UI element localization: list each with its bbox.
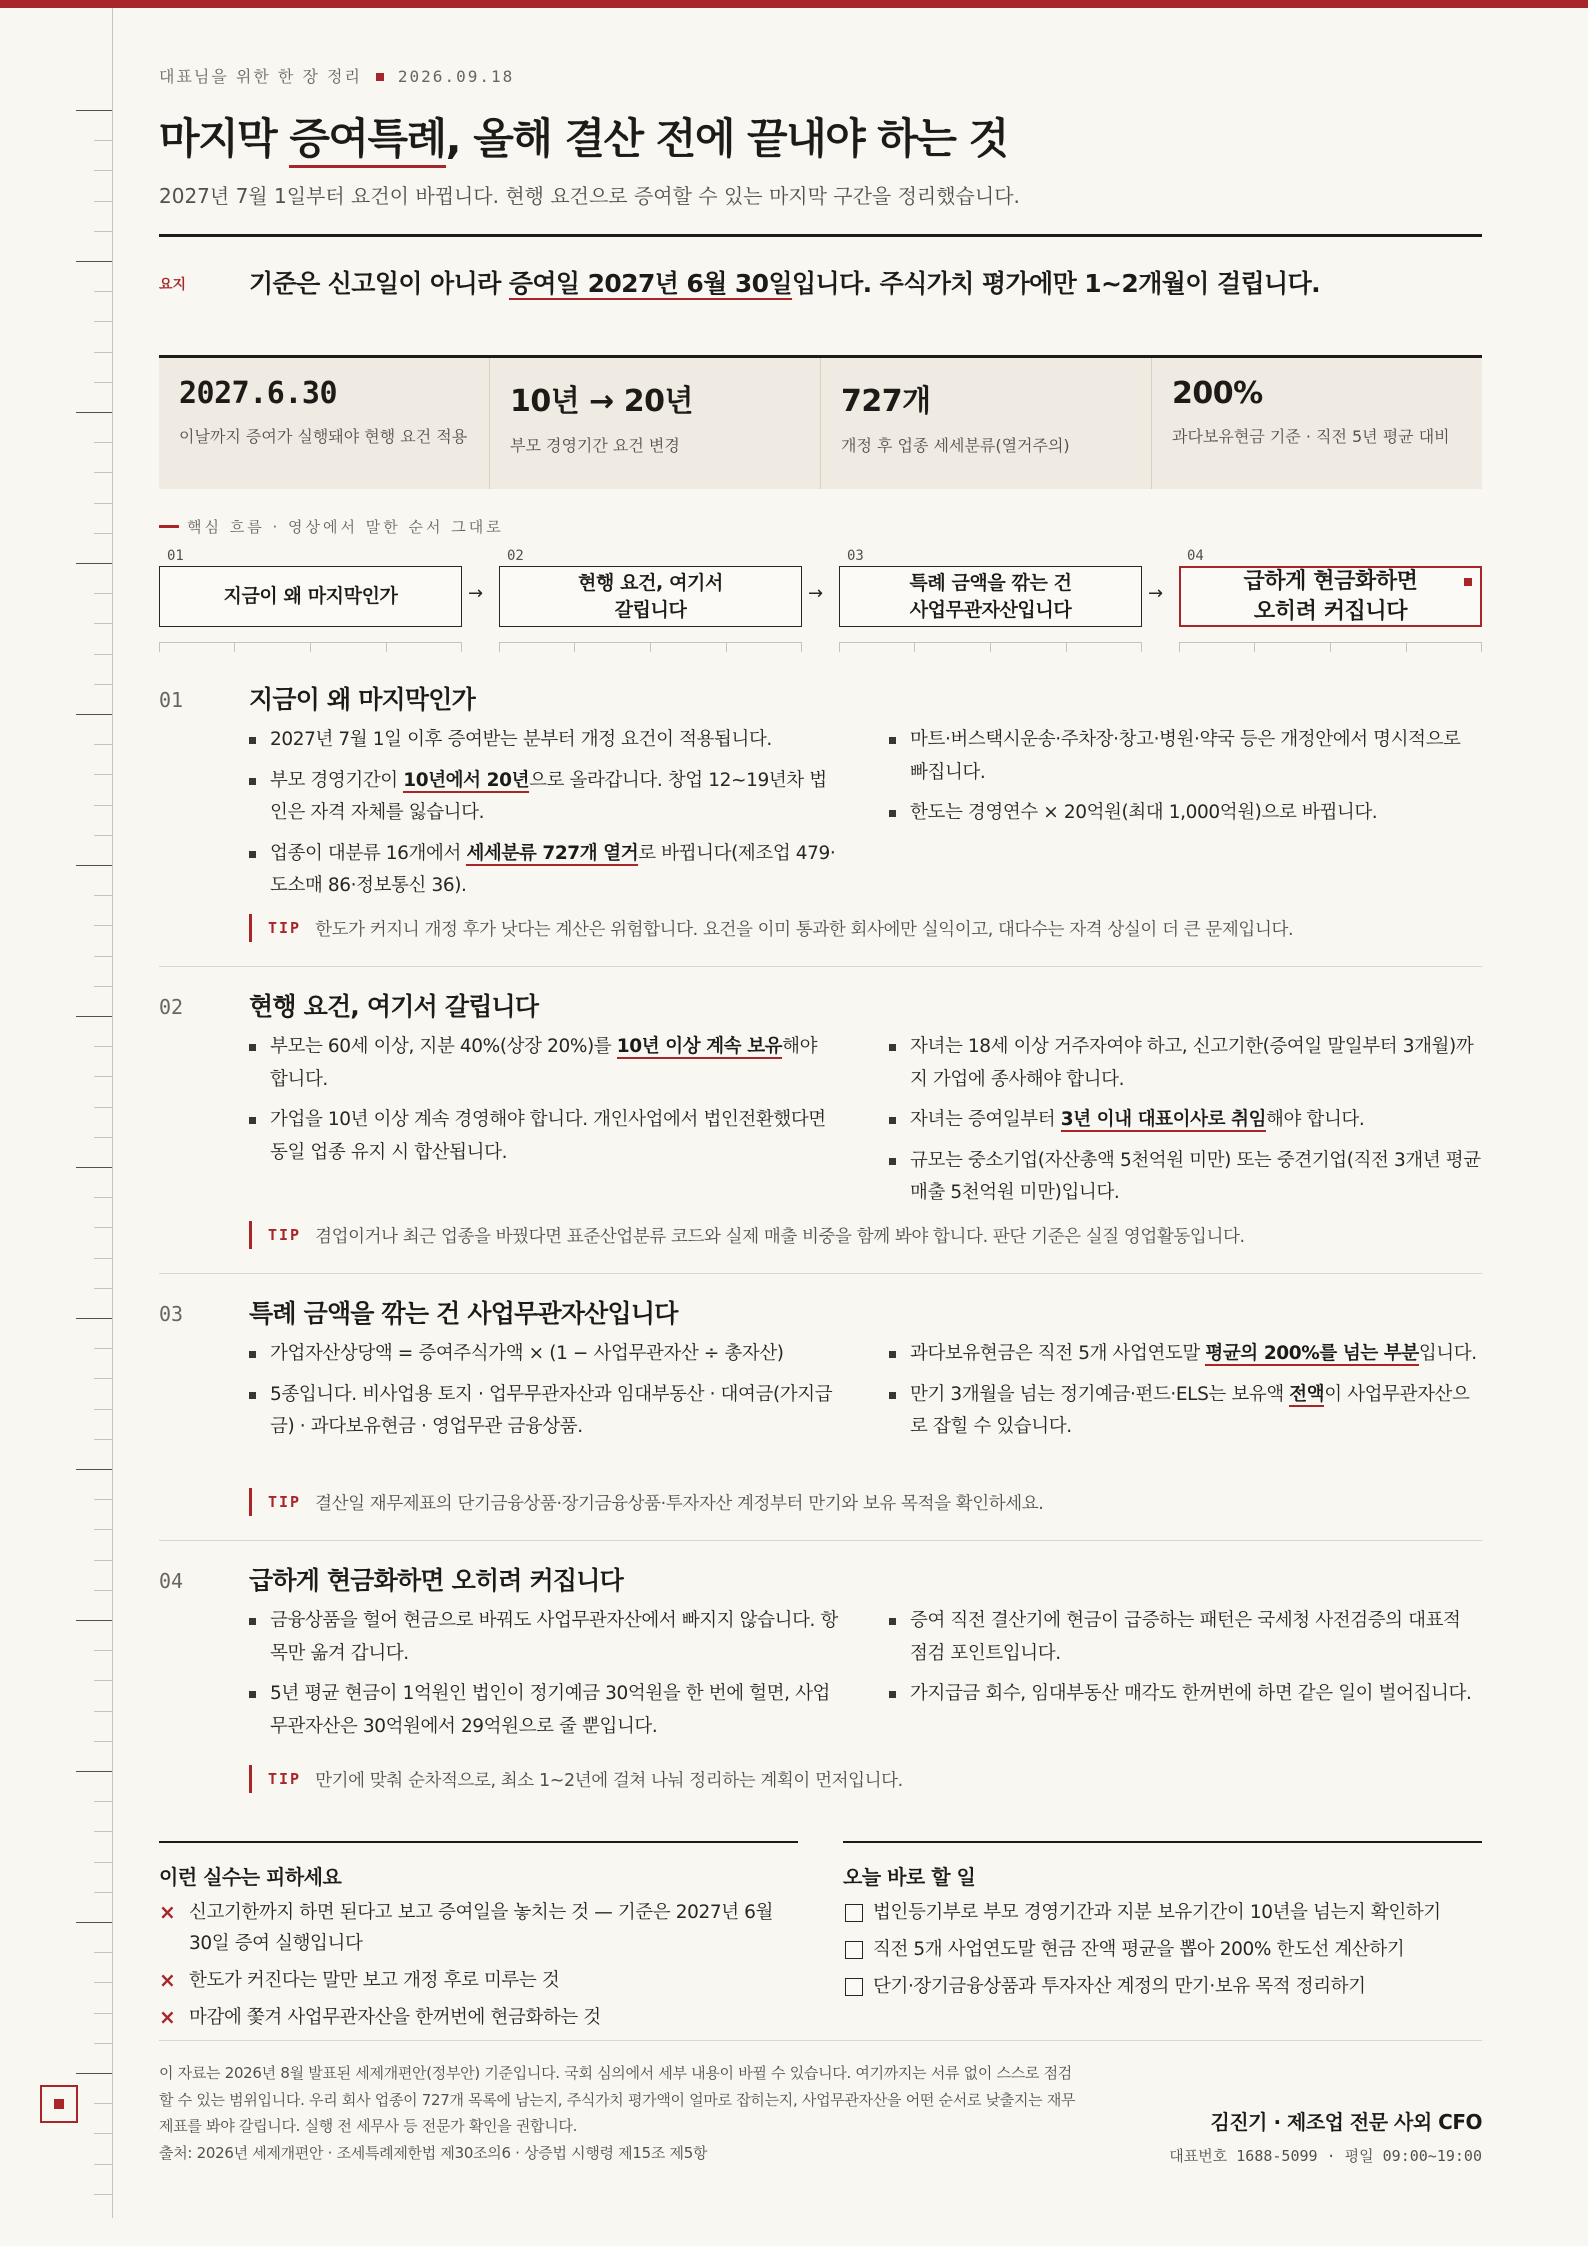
section-left-column: [249, 1605, 839, 1751]
ruler-tick: [76, 714, 112, 715]
footer-divider: [159, 2040, 1482, 2041]
arrow-right-icon: →: [1148, 583, 1164, 604]
section-left-column: [249, 724, 839, 911]
mistakes-title: 이런 실수는 피하세요: [159, 1865, 342, 1889]
ruler-tick: [94, 1439, 112, 1440]
ruler-tick: [76, 2073, 112, 2074]
ruler-tick: [94, 1288, 112, 1289]
list-item: 과다보유현금은 직전 5개 사업연도말 평균의 200%를 넘는 부분입니다.: [889, 1338, 1482, 1371]
ruler-tick: [94, 382, 112, 383]
ruler-tick: [94, 2133, 112, 2134]
ruler-tick: [76, 865, 112, 866]
ruler-tick: [94, 1137, 112, 1138]
x-mark-icon: ×: [159, 2005, 176, 2029]
ruler-tick: [94, 291, 112, 292]
page-subtitle: 2027년 7월 1일부터 요건이 바뀝니다. 현행 요건으로 증여할 수 있는 마지막 구간을 정리했습니다.: [159, 184, 1020, 208]
flow-step-number: 04: [1187, 548, 1204, 564]
ruler-tick: [94, 140, 112, 141]
flow-label: 핵심 흐름 · 영상에서 말한 순서 그대로: [159, 516, 504, 537]
section-divider: [159, 1540, 1482, 1541]
checkbox-icon[interactable]: [845, 1941, 863, 1959]
mistakes-list: [159, 1897, 798, 2039]
divider: [159, 1841, 798, 1843]
section-right-column: [889, 724, 1482, 838]
ruler-tick: [94, 2194, 112, 2195]
dash-icon: [159, 525, 179, 528]
flow-tickline: [1179, 642, 1482, 652]
ruler-tick: [94, 231, 112, 232]
ruler-tick: [94, 1107, 112, 1108]
page-title: 마지막 증여특례, 올해 결산 전에 끝내야 하는 것: [159, 106, 1008, 166]
ruler-tick: [94, 986, 112, 987]
list-item: 업종이 대분류 16개에서 세세분류 727개 열거로 바뀝니다(제조업 479·도소매 86·정보통신 36).: [249, 838, 839, 903]
list-item: 만기 3개월을 넘는 정기예금·펀드·ELS는 보유액 전액이 사업무관자산으로 잡힐 수 있습니다.: [889, 1379, 1482, 1444]
ruler-tick: [94, 2013, 112, 2014]
section-left-column: [249, 1031, 839, 1177]
top-accent-bar: [0, 0, 1588, 8]
stat-label: 이날까지 증여가 실행돼야 현행 요건 적용: [179, 427, 468, 446]
todo-item[interactable]: 단기·장기금융상품과 투자자산 계정의 만기·보유 목적 정리하기: [843, 1971, 1482, 2002]
ruler-tick: [94, 744, 112, 745]
checkbox-icon[interactable]: [845, 1904, 863, 1922]
flow-step-number: 01: [167, 548, 184, 564]
ruler-tick: [94, 352, 112, 353]
list-item: 가업을 10년 이상 계속 경영해야 합니다. 개인사업에서 법인전환했다면 동일 업종 유지 시 합산됩니다.: [249, 1104, 839, 1169]
tip-callout: TIP 결산일 재무제표의 단기금융상품·장기금융상품·투자자산 계정부터 만기와 보유 목적을 확인하세요.: [249, 1488, 1043, 1516]
list-item: 부모 경영기간이 10년에서 20년으로 올라갑니다. 창업 12~19년차 법인은 자격 자체를 잃습니다.: [249, 765, 839, 830]
stat-card: [490, 358, 821, 489]
stat-value: 10년 → 20년: [510, 384, 693, 419]
section-number: 02: [159, 995, 184, 1019]
author-name: 김진기 · 제조업 전문 사외 CFO: [1210, 2110, 1482, 2134]
ruler-tick: [94, 472, 112, 473]
summary-highlight: 증여일 2027년 6월 30일: [508, 269, 792, 298]
list-item: 마트·버스택시운송·주차장·창고·병원·약국 등은 개정안에서 명시적으로 빠집니다.: [889, 724, 1482, 789]
flow-tickline: [499, 642, 802, 652]
summary-text: 기준은 신고일이 아니라 증여일 2027년 6월 30일입니다. 주식가치 평가에만 1~2개월이 걸립니다.: [249, 269, 1321, 298]
stat-card: [159, 358, 490, 489]
ruler-tick: [94, 593, 112, 594]
kicker: [159, 64, 514, 87]
todos-list: [843, 1897, 1482, 2008]
flow-step-2: 현행 요건, 여기서 갈립니다: [499, 566, 802, 627]
ruler-tick: [76, 1167, 112, 1168]
ruler-tick: [94, 1952, 112, 1953]
ruler-tick: [94, 1227, 112, 1228]
ruler-tick: [94, 1590, 112, 1591]
list-item: × 한도가 커진다는 말만 보고 개정 후로 미루는 것: [159, 1965, 798, 1996]
stat-label: 개정 후 업종 세세분류(열거주의): [841, 436, 1070, 455]
x-mark-icon: ×: [159, 1900, 176, 1924]
ruler-tick: [94, 805, 112, 806]
ruler-tick: [94, 442, 112, 443]
kicker-label: 대표님을 위한 한 장 정리: [159, 67, 362, 86]
ruler-tick: [94, 654, 112, 655]
tip-callout: TIP 만기에 맞춰 순차적으로, 최소 1~2년에 걸쳐 나눠 정리하는 계획이 먼저입니다.: [249, 1765, 903, 1793]
ruler-tick: [94, 170, 112, 171]
divider: [159, 234, 1482, 237]
footer-disclaimer: [159, 2060, 1079, 2166]
ruler-tick: [76, 563, 112, 564]
kicker-date: 2026.09.18: [397, 67, 515, 86]
ruler-tick: [76, 1016, 112, 1017]
ruler-tick: [94, 503, 112, 504]
list-item: 금융상품을 헐어 현금으로 바꿔도 사업무관자산에서 빠지지 않습니다. 항목만 옮겨 갑니다.: [249, 1605, 839, 1670]
section-divider: [159, 966, 1482, 967]
todos-title: 오늘 바로 할 일: [843, 1865, 976, 1889]
ruler-tick: [94, 2164, 112, 2165]
list-item: 5년 평균 현금이 1억원인 법인이 정기예금 30억원을 한 번에 헐면, 사업무관자산은 30억원에서 29억원으로 줄 뿐입니다.: [249, 1678, 839, 1743]
ruler-tick: [94, 1258, 112, 1259]
stat-label: 부모 경영기간 요건 변경: [510, 436, 680, 455]
source-text: 출처: 2026년 세제개편안 · 조세특례제한법 제30조의6 · 상증법 시행령 제15조 제5항: [159, 2143, 708, 2162]
stats-panel: [159, 358, 1482, 489]
ruler-tick: [76, 261, 112, 262]
flow-step-3: 특례 금액을 깎는 건 사업무관자산입니다: [839, 566, 1142, 627]
section-title: 현행 요건, 여기서 갈립니다: [249, 992, 539, 1021]
ruler-tick: [94, 321, 112, 322]
section-left-column: [249, 1338, 839, 1452]
ruler-tick: [76, 1318, 112, 1319]
summary-label: 요지: [159, 277, 187, 293]
margin-ruler: [0, 8, 113, 2218]
ruler-tick: [94, 2103, 112, 2104]
ruler-tick: [94, 1529, 112, 1530]
ruler-tick: [94, 1680, 112, 1681]
ruler-tick: [94, 1650, 112, 1651]
x-mark-icon: ×: [159, 1968, 176, 1992]
ruler-tick: [94, 1711, 112, 1712]
flow-step-number: 03: [847, 548, 864, 564]
flow-step-4: 급하게 현금화하면 오히려 커집니다: [1179, 566, 1482, 627]
ruler-tick: [76, 1922, 112, 1923]
stat-value: 200%: [1172, 376, 1263, 411]
ruler-tick: [76, 1771, 112, 1772]
corner-mark-icon: [40, 2085, 78, 2123]
ruler-tick: [94, 1560, 112, 1561]
section-title: 지금이 왜 마지막인가: [249, 685, 475, 714]
ruler-tick: [94, 1862, 112, 1863]
section-right-column: [889, 1338, 1482, 1452]
ruler-tick: [94, 201, 112, 202]
ruler-tick: [94, 1378, 112, 1379]
ruler-tick: [94, 684, 112, 685]
divider: [843, 1841, 1482, 1843]
ruler-tick: [94, 1076, 112, 1077]
flow-step-1: 지금이 왜 마지막인가: [159, 566, 462, 627]
ruler-tick: [76, 1620, 112, 1621]
ruler-tick: [94, 1409, 112, 1410]
stat-value: 2027.6.30: [179, 376, 338, 411]
list-item: 규모는 중소기업(자산총액 5천억원 미만) 또는 중견기업(직전 3개년 평균매출 5천억원 미만)입니다.: [889, 1145, 1482, 1210]
list-item: 2027년 7월 1일 이후 증여받는 분부터 개정 요건이 적용됩니다.: [249, 724, 839, 757]
list-item: × 마감에 쫓겨 사업무관자산을 한꺼번에 현금화하는 것: [159, 2002, 798, 2033]
title-highlight: 증여특례: [289, 114, 445, 168]
ruler-tick: [94, 2043, 112, 2044]
stat-card: [821, 358, 1152, 489]
flow-tickline: [159, 642, 462, 652]
ruler-tick: [94, 1892, 112, 1893]
disclaimer-text: 이 자료는 2026년 8월 발표된 세제개편안(정부안) 기준입니다. 국회 심의에서 세부 내용이 바뀔 수 있습니다. 여기까지는 서류 없이 스스로 점검할 수 있는 범위입니다. 우리 회사 업종이 727개 목록에 남는지, 주식가치 평가액이 얼마로 잡히는지, 사업무관자산을 어떤 순서로 낮출지는 재무제표를 봐야 갈립니다. 실행 전 세무사 등 전문가 확인을 권합니다.: [159, 2064, 1076, 2135]
ruler-tick: [94, 1046, 112, 1047]
ruler-tick: [94, 623, 112, 624]
ruler-tick: [94, 956, 112, 957]
ruler-tick: [76, 110, 112, 111]
arrow-right-icon: →: [808, 583, 824, 604]
checkbox-icon[interactable]: [845, 1978, 863, 1996]
list-item: 증여 직전 결산기에 현금이 급증하는 패턴은 국세청 사전검증의 대표적 점검 포인트입니다.: [889, 1605, 1482, 1670]
list-item: × 신고기한까지 하면 된다고 보고 증여일을 놓치는 것 — 기준은 2027년 6월 30일 증여 실행입니다: [159, 1897, 798, 1959]
tip-callout: TIP 겸업이거나 최근 업종을 바꿨다면 표준산업분류 코드와 실제 매출 비중을 함께 봐야 합니다. 판단 기준은 실질 영업활동입니다.: [249, 1221, 1245, 1249]
ruler-tick: [94, 895, 112, 896]
ruler-tick: [94, 1499, 112, 1500]
section-number: 03: [159, 1302, 184, 1326]
ruler-tick: [94, 774, 112, 775]
todo-item[interactable]: 직전 5개 사업연도말 현금 잔액 평균을 뽑아 200% 한도선 계산하기: [843, 1934, 1482, 1965]
section-right-column: [889, 1605, 1482, 1719]
list-item: 한도는 경영연수 × 20억원(최대 1,000억원)으로 바뀝니다.: [889, 797, 1482, 830]
ruler-tick: [94, 1982, 112, 1983]
flow-step-number: 02: [507, 548, 524, 564]
todo-item[interactable]: 법인등기부로 부모 경영기간과 지분 보유기간이 10년을 넘는지 확인하기: [843, 1897, 1482, 1928]
signature: [1169, 2106, 1482, 2166]
ruler-tick: [94, 1801, 112, 1802]
section-right-column: [889, 1031, 1482, 1218]
section-title: 특례 금액을 깎는 건 사업무관자산입니다: [249, 1299, 678, 1328]
section-number: 04: [159, 1569, 184, 1593]
ruler-tick: [94, 925, 112, 926]
list-item: 부모는 60세 이상, 지분 40%(상장 20%)를 10년 이상 계속 보유해야 합니다.: [249, 1031, 839, 1096]
arrow-right-icon: →: [468, 583, 484, 604]
section-number: 01: [159, 688, 184, 712]
section-divider: [159, 1273, 1482, 1274]
stat-label: 과다보유현금 기준 · 직전 5년 평균 대비: [1172, 427, 1450, 446]
ruler-tick: [76, 1469, 112, 1470]
flow-tickline: [839, 642, 1142, 652]
list-item: 자녀는 18세 이상 거주자여야 하고, 신고기한(증여일 말일부터 3개월)까지 가업에 종사해야 합니다.: [889, 1031, 1482, 1096]
ruler-tick: [94, 835, 112, 836]
list-item: 자녀는 증여일부터 3년 이내 대표이사로 취임해야 합니다.: [889, 1104, 1482, 1137]
stat-value: 727개: [841, 384, 931, 419]
tip-callout: TIP 한도가 커지니 개정 후가 낫다는 계산은 위험합니다. 요건을 이미 통과한 회사에만 실익이고, 대다수는 자격 상실이 더 큰 문제입니다.: [249, 914, 1293, 942]
ruler-tick: [76, 412, 112, 413]
section-title: 급하게 현금화하면 오히려 커집니다: [249, 1566, 623, 1595]
ruler-tick: [94, 1741, 112, 1742]
ruler-tick: [94, 1348, 112, 1349]
list-item: 5종입니다. 비사업용 토지 · 업무무관자산과 임대부동산 · 대여금(가지급금) · 과다보유현금 · 영업무관 금융상품.: [249, 1379, 839, 1444]
list-item: 가업자산상당액 = 증여주식가액 × (1 − 사업무관자산 ÷ 총자산): [249, 1338, 839, 1371]
ruler-tick: [94, 533, 112, 534]
stat-card: [1152, 358, 1482, 489]
contact-phone: 대표번호 1688-5099 · 평일 09:00~19:00: [1169, 2147, 1482, 2165]
list-item: 가지급금 회수, 임대부동산 매각도 한꺼번에 하면 같은 일이 벌어집니다.: [889, 1678, 1482, 1711]
ruler-tick: [94, 1831, 112, 1832]
ruler-tick: [94, 1197, 112, 1198]
square-bullet-icon: [376, 73, 384, 81]
